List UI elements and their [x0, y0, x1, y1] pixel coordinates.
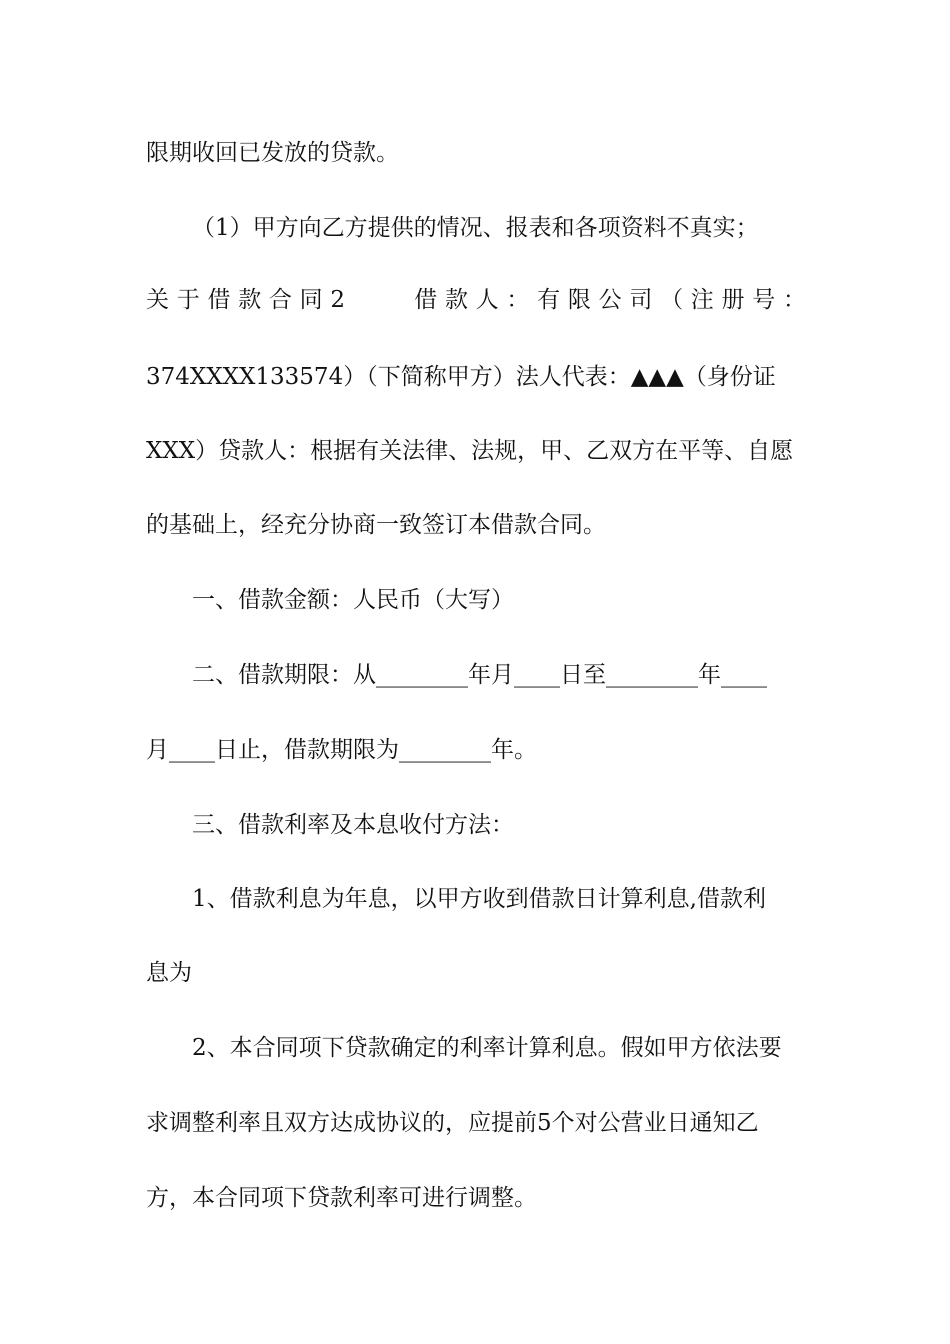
paragraph-line-15: 方，本合同项下贷款利率可进行调整。: [146, 1185, 537, 1211]
paragraph-line-8: 二、借款期限：从________年月____日至________年____: [192, 662, 767, 688]
paragraph-line-6: 的基础上，经充分协商一致签订本借款合同。: [146, 512, 606, 538]
paragraph-line-3: 关于借款合同2 借款人：有限公司（注册号：: [146, 287, 806, 313]
paragraph-line-11: 1、借款利息为年息，以甲方收到借款日计算利息,借款利: [192, 886, 766, 912]
paragraph-line-12: 息为: [146, 960, 192, 986]
paragraph-line-13: 2、本合同项下贷款确定的利率计算利息。假如甲方依法要: [192, 1035, 782, 1061]
paragraph-line-4: 374XXXX133574）（下简称甲方）法人代表：▲▲▲（身份证: [146, 364, 776, 390]
paragraph-line-1: 限期收回已发放的贷款。: [146, 140, 399, 166]
paragraph-line-5: XXX）贷款人：根据有关法律、法规，甲、乙双方在平等、自愿: [146, 438, 794, 464]
paragraph-line-7: 一、借款金额：人民币（大写）: [192, 587, 514, 613]
paragraph-line-10: 三、借款利率及本息收付方法：: [192, 812, 514, 838]
paragraph-line-14: 求调整利率且双方达成协议的，应提前5个对公营业日通知乙: [146, 1110, 759, 1136]
paragraph-line-9: 月____日止，借款期限为________年。: [146, 737, 537, 763]
paragraph-line-2: （1）甲方向乙方提供的情况、报表和各项资料不真实；: [192, 215, 759, 241]
